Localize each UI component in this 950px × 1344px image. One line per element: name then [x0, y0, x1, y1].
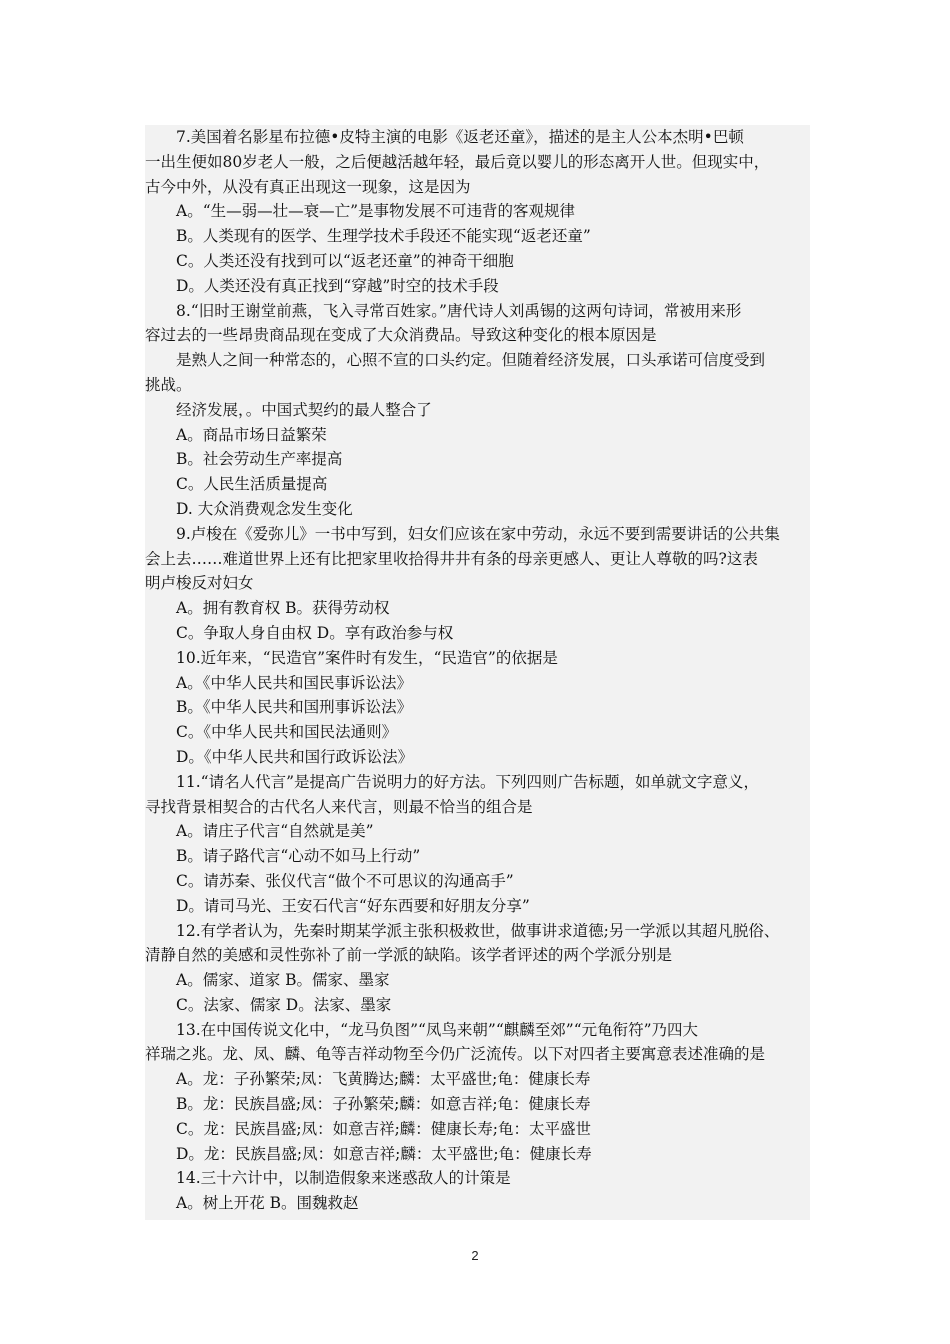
text-line: B。请子路代言“心动不如马上行动” — [176, 847, 421, 866]
text-line: A。商品市场日益繁荣 — [176, 425, 327, 444]
text-line: A。《中华人民共和国民事诉讼法》 — [176, 673, 412, 692]
text-line: 12.有学者认为，先秦时期某学派主张积极救世，做事讲求道德;另一学派以其超凡脱俗、 — [176, 921, 780, 940]
text-line: 10.近年来，“民造官”案件时有发生，“民造官”的依据是 — [176, 648, 558, 667]
text-line: C。龙：民族昌盛;凤：如意吉祥;麟：健康长寿;龟：太平盛世 — [176, 1119, 592, 1138]
text-line: C。请苏秦、张仪代言“做个不可思议的沟通高手” — [176, 871, 514, 890]
text-line: 经济发展，。中国式契约的最人整合了 — [176, 400, 432, 419]
text-line: C。《中华人民共和国民法通则》 — [176, 723, 398, 742]
text-line: B。人类现有的医学、生理学技术手段还不能实现“返老还童” — [176, 227, 591, 246]
text-line: B。社会劳动生产率提高 — [176, 450, 343, 469]
text-line: 14.三十六计中，以制造假象来迷惑敌人的计策是 — [176, 1169, 511, 1188]
text-line: 8.“旧时王谢堂前燕，飞入寻常百姓家。”唐代诗人刘禹锡的这两句诗词，常被用来形 — [176, 301, 742, 320]
text-line: B。龙：民族昌盛;凤：子孙繁荣;麟：如意吉祥;龟：健康长寿 — [176, 1095, 591, 1114]
text-line: D。《中华人民共和国行政诉讼法》 — [176, 747, 414, 766]
text-line: C。人民生活质量提高 — [176, 475, 328, 494]
text-line: 11.“请名人代言”是提高广告说明力的好方法。下列四则广告标题，如单就文字意义， — [176, 772, 760, 791]
text-line: 是熟人之间一种常态的，心照不宣的口头约定。但随着经济发展，口头承诺可信度受到 — [176, 351, 766, 370]
text-line: 7.美国着名影星布拉德•皮特主演的电影《返老还童》，描述的是主人公本杰明•巴顿 — [176, 128, 744, 146]
text-line: D. 大众消费观念发生变化 — [176, 499, 353, 518]
text-line: A。龙：子孙繁荣;凤：飞黄腾达;麟：太平盛世;龟：健康长寿 — [176, 1070, 591, 1089]
text-line: D。请司马光、王安石代言“好东西要和好朋友分享” — [176, 896, 530, 915]
text-line: 9.卢梭在《爱弥儿》一书中写到，妇女们应该在家中劳动，永远不要到需要讲话的公共集 — [176, 524, 780, 543]
page-number: 2 — [471, 1248, 479, 1263]
text-line: C。人类还没有找到可以“返老还童”的神奇干细胞 — [176, 251, 514, 270]
text-line: 祥瑞之兆。龙、凤、麟、龟等吉祥动物至今仍广泛流传。以下对四者主要寓意表述准确的是 — [145, 1045, 766, 1064]
text-line: D。龙：民族昌盛;凤：如意吉祥;麟：太平盛世;龟：健康长寿 — [176, 1144, 592, 1163]
text-line: C。法家、儒家 D。法家、墨家 — [176, 995, 392, 1014]
text-line: 明卢梭反对妇女 — [145, 574, 254, 593]
text-line: A。请庄子代言“自然就是美” — [176, 822, 374, 841]
text-line: B。《中华人民共和国刑事诉讼法》 — [176, 698, 413, 717]
text-line: 清静自然的美感和灵性弥补了前一学派的缺陷。该学者评述的两个学派分别是 — [145, 946, 673, 965]
text-line: 13.在中国传说文化中，“龙马负图”“凤鸟来朝”“麒麟至郊”“元龟衔符”乃四大 — [176, 1020, 699, 1039]
text-line: D。人类还没有真正找到“穿越”时空的技术手段 — [176, 276, 499, 295]
text-line: A。“生—弱—壮—衰—亡”是事物发展不可违背的客观规律 — [176, 202, 576, 221]
text-line: C。争取人身自由权 D。享有政治参与权 — [176, 623, 454, 642]
text-line: A。树上开花 B。围魏救赵 — [176, 1194, 359, 1213]
text-line: 容过去的一些昂贵商品现在变成了大众消费品。导致这种变化的根本原因是 — [145, 326, 657, 345]
text-line: A。拥有教育权 B。获得劳动权 — [176, 599, 390, 618]
text-line: 会上去……难道世界上还有比把家里收拾得井井有条的母亲更感人、更让人尊敬的吗?这表 — [145, 549, 758, 568]
text-line: 一出生便如80岁老人一般，之后便越活越年轻，最后竟以婴儿的形态离开人世。但现实中， — [145, 152, 770, 171]
text-line: A。儒家、道家 B。儒家、墨家 — [176, 971, 390, 990]
question-text-block — [145, 125, 810, 1220]
text-line: 寻找背景相契合的古代名人来代言，则最不恰当的组合是 — [145, 797, 533, 816]
text-line: 挑战。 — [145, 375, 192, 394]
text-line: 古今中外，从没有真正出现这一现象，这是因为 — [145, 177, 471, 196]
